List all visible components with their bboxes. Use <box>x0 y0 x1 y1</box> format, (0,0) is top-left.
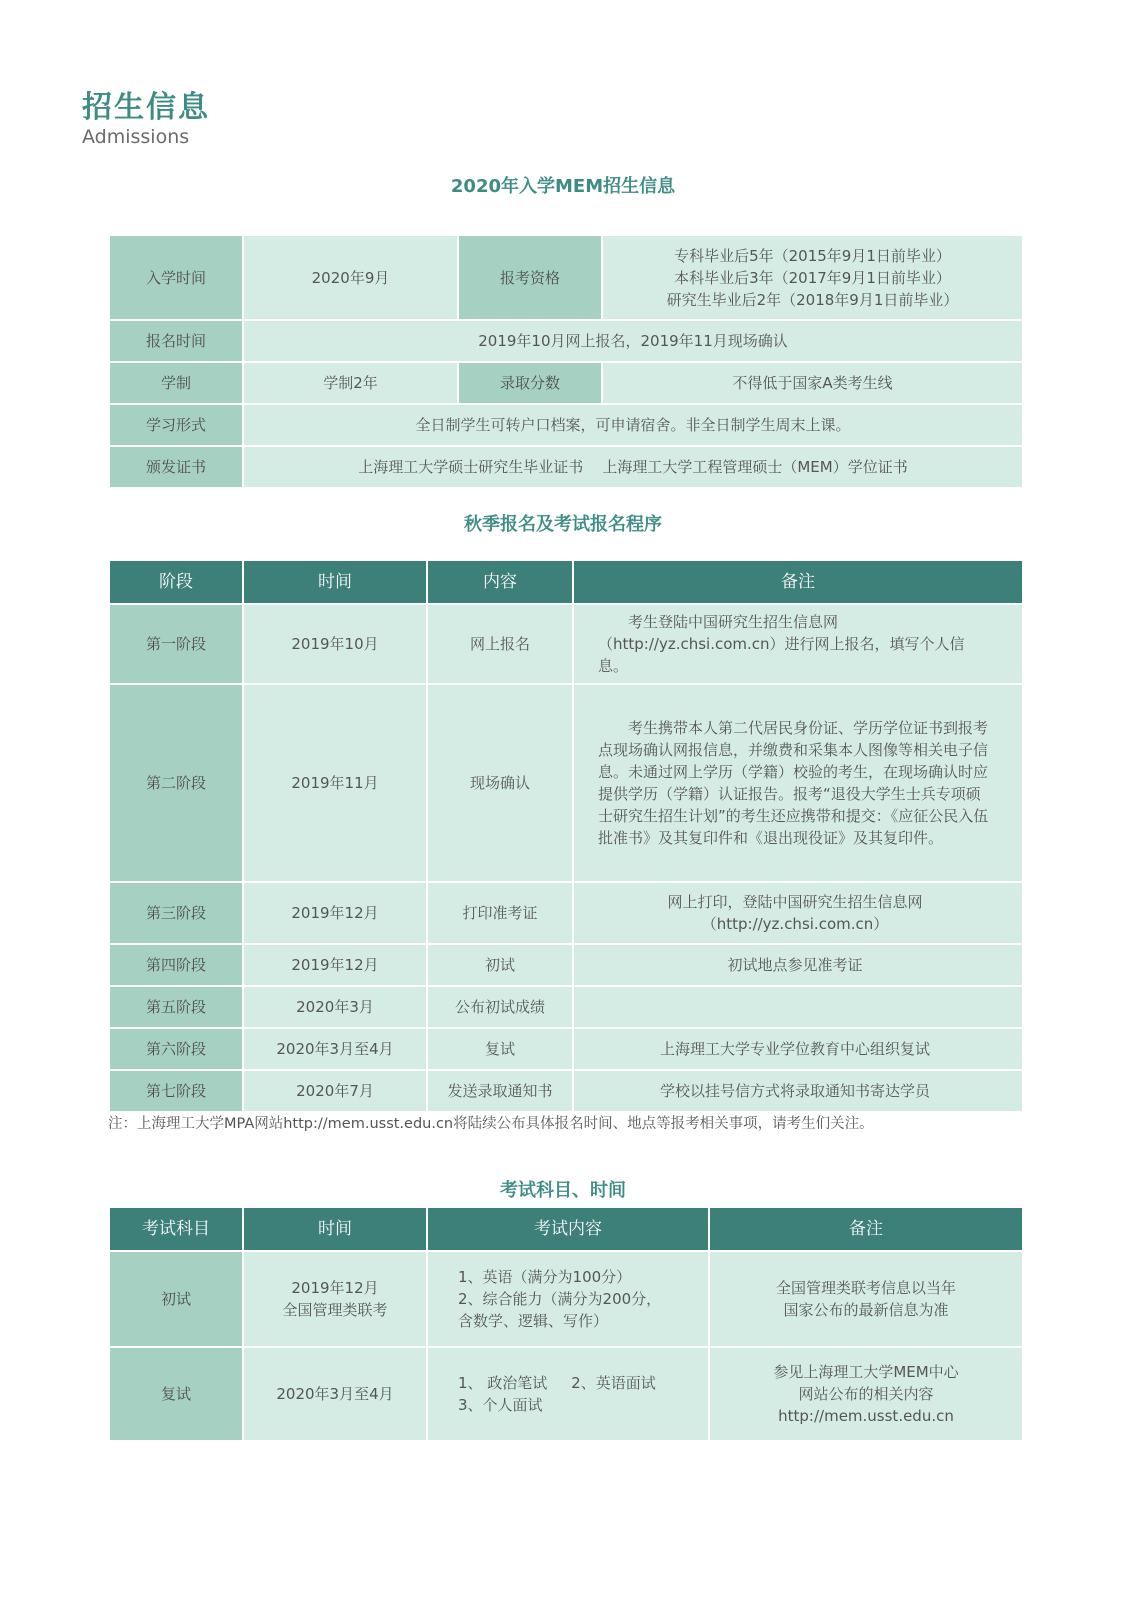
stage-cell: 第四阶段 <box>109 944 243 986</box>
subject-cell: 初试 <box>109 1251 243 1347</box>
stage-cell: 第一阶段 <box>109 604 243 684</box>
table-row <box>109 1028 1023 1070</box>
qualification-line: 本科毕业后3年（2017年9月1日前毕业） <box>674 268 951 287</box>
qualification-label: 报考资格 <box>458 235 602 320</box>
procedure-table <box>108 559 1024 1113</box>
study-form-value: 全日制学生可转户口档案，可申请宿舍。非全日制学生周末上课。 <box>243 404 1023 446</box>
exam-section-title: 考试科目、时间 <box>500 1180 626 1201</box>
stage-cell: 第二阶段 <box>109 684 243 882</box>
admission-info-table <box>108 234 1024 489</box>
table-row <box>109 320 1023 362</box>
note-cell: 全国管理类联考信息以当年 国家公布的最新信息为准 <box>709 1251 1023 1347</box>
info-section-title: 2020年入学MEM招生信息 <box>450 176 676 197</box>
table-row <box>109 1070 1023 1112</box>
content-cell: 发送录取通知书 <box>427 1070 573 1112</box>
qualification-line: 研究生毕业后2年（2018年9月1日前毕业） <box>666 290 959 309</box>
certificate-value: 上海理工大学硕士研究生毕业证书 上海理工大学工程管理硕士（MEM）学位证书 <box>243 446 1023 488</box>
table-header-row <box>109 1207 1023 1251</box>
table-row <box>109 684 1023 882</box>
qualification-line: 专科毕业后5年（2015年9月1日前毕业） <box>674 246 951 265</box>
page-title: 招生信息 <box>82 90 210 125</box>
registration-time-label: 报名时间 <box>109 320 243 362</box>
duration-label: 学制 <box>109 362 243 404</box>
stage-cell: 第三阶段 <box>109 882 243 944</box>
certificate-label: 颁发证书 <box>109 446 243 488</box>
header-exam-content: 考试内容 <box>427 1207 709 1251</box>
page-subtitle: Admissions <box>82 126 190 148</box>
registration-time-value: 2019年10月网上报名，2019年11月现场确认 <box>243 320 1023 362</box>
content-cell: 现场确认 <box>427 684 573 882</box>
table-row <box>109 1347 1023 1441</box>
time-cell: 2019年12月 <box>243 944 427 986</box>
exam-table <box>108 1206 1024 1442</box>
table-row <box>109 882 1023 944</box>
time-cell: 2019年12月 全国管理类联考 <box>243 1251 427 1347</box>
stage-cell: 第六阶段 <box>109 1028 243 1070</box>
procedure-footnote: 注：上海理工大学MPA网站http://mem.usst.edu.cn将陆续公布具体报名时间、地点等报考相关事项，请考生们关注。 <box>108 1116 874 1132</box>
content-cell: 公布初试成绩 <box>427 986 573 1028</box>
note-cell: 网上打印，登陆中国研究生招生信息网 （http://yz.chsi.com.cn） <box>573 882 1023 944</box>
note-cell: 考生携带本人第二代居民身份证、学历学位证书到报考点现场确认网报信息，并缴费和采集本人图像等相关电子信息。未通过网上学历（学籍）校验的考生，在现场确认时应提供学历（学籍）认证报告。报考“退役大学生士兵专项硕士研究生招生计划”的考生还应携带和提交：《应征公民入伍批准书》及其复印件和《退出现役证》及其复印件。 <box>573 684 1023 882</box>
content-cell: 初试 <box>427 944 573 986</box>
stage-cell: 第七阶段 <box>109 1070 243 1112</box>
header-time: 时间 <box>243 1207 427 1251</box>
time-cell: 2020年3月 <box>243 986 427 1028</box>
exam-content-cell: 1、 政治笔试 2、英语面试 3、个人面试 <box>427 1347 709 1441</box>
note-cell: 学校以挂号信方式将录取通知书寄达学员 <box>573 1070 1023 1112</box>
time-cell: 2019年12月 <box>243 882 427 944</box>
header-note: 备注 <box>709 1207 1023 1251</box>
stage-cell: 第五阶段 <box>109 986 243 1028</box>
note-cell: 初试地点参见准考证 <box>573 944 1023 986</box>
time-cell: 2020年3月至4月 <box>243 1347 427 1441</box>
study-form-label: 学习形式 <box>109 404 243 446</box>
header-stage: 阶段 <box>109 560 243 604</box>
admission-time-label: 入学时间 <box>109 235 243 320</box>
table-row <box>109 235 1023 320</box>
table-row <box>109 1251 1023 1347</box>
score-label: 录取分数 <box>458 362 602 404</box>
score-value: 不得低于国家A类考生线 <box>602 362 1023 404</box>
note-cell: 上海理工大学专业学位教育中心组织复试 <box>573 1028 1023 1070</box>
note-cell: 考生登陆中国研究生招生信息网（http://yz.chsi.com.cn）进行网上报名，填写个人信息。 <box>573 604 1023 684</box>
exam-content-cell: 1、英语（满分为100分） 2、综合能力（满分为200分， 含数学、逻辑、写作） <box>427 1251 709 1347</box>
time-cell: 2019年10月 <box>243 604 427 684</box>
table-row <box>109 944 1023 986</box>
note-cell <box>573 986 1023 1028</box>
table-row <box>109 604 1023 684</box>
time-cell: 2019年11月 <box>243 684 427 882</box>
admission-time-value: 2020年9月 <box>243 235 458 320</box>
header-subject: 考试科目 <box>109 1207 243 1251</box>
header-content: 内容 <box>427 560 573 604</box>
content-cell: 打印准考证 <box>427 882 573 944</box>
header-note: 备注 <box>573 560 1023 604</box>
table-header-row <box>109 560 1023 604</box>
time-cell: 2020年3月至4月 <box>243 1028 427 1070</box>
header-time: 时间 <box>243 560 427 604</box>
note-cell: 参见上海理工大学MEM中心 网站公布的相关内容 http://mem.usst.edu.cn <box>709 1347 1023 1441</box>
content-cell: 网上报名 <box>427 604 573 684</box>
table-row <box>109 446 1023 488</box>
subject-cell: 复试 <box>109 1347 243 1441</box>
table-row <box>109 404 1023 446</box>
procedure-section-title: 秋季报名及考试报名程序 <box>464 514 662 535</box>
table-row <box>109 362 1023 404</box>
qualification-value <box>602 235 1023 320</box>
duration-value: 学制2年 <box>243 362 458 404</box>
content-cell: 复试 <box>427 1028 573 1070</box>
table-row <box>109 986 1023 1028</box>
time-cell: 2020年7月 <box>243 1070 427 1112</box>
